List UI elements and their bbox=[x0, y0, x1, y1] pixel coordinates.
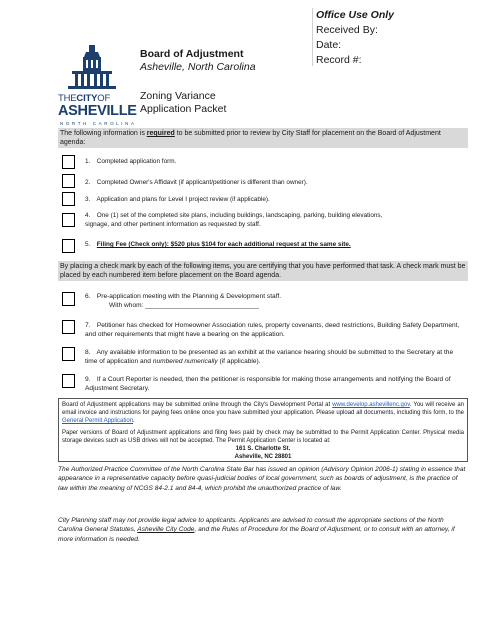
item-number: 1. bbox=[85, 158, 91, 165]
checkbox[interactable] bbox=[62, 213, 75, 227]
item-text-emphasis: numbered numerically bbox=[152, 358, 218, 365]
checkbox[interactable] bbox=[62, 192, 75, 206]
org-location: Asheville, North Carolina bbox=[140, 61, 256, 73]
document-title-line2: Application Packet bbox=[140, 103, 227, 115]
legal-advice-notice: City Planning staff may not provide legal advice to applicants. Applicants are advised to consult the appropriate sections of the North Carolina General Statutes, Asheville City Code, and the Rules of Procedure for the Board of Adjustment, or to consult with an attorney, if more information is needed. bbox=[58, 517, 455, 543]
item-text: If a Court Reporter is needed, then the petitioner is responsible for making those arrangements and notifying the Board of Adjustment Secretary. bbox=[85, 376, 451, 392]
office-use-title: Office Use Only bbox=[316, 9, 395, 21]
item-number: 6. bbox=[85, 293, 91, 300]
document-title bbox=[140, 90, 226, 116]
logo-asheville-text: ASHEVILLE bbox=[58, 103, 137, 119]
office-use-block bbox=[316, 8, 466, 68]
paper-submission-text: Paper versions of Board of Adjustment applications and filing fees paid by check may be submitted to the Permit Application Center. Physical media storage devices such as USB drives will not be accepted. The Permit Application Center is located at: bbox=[62, 430, 464, 444]
item-number: 2. bbox=[85, 179, 91, 186]
item-text: Pre-application meeting with the Planning & Development staff. bbox=[96, 293, 282, 300]
logo-city-text: THECITYOF bbox=[58, 93, 111, 104]
item-number: 9. bbox=[85, 376, 91, 383]
banner-text-post: to be submitted prior to review by City Staff for placement on the Board of Adjustment agenda: bbox=[60, 130, 441, 146]
checkbox[interactable] bbox=[62, 239, 75, 253]
address-line2: Asheville, NC 28801 bbox=[234, 454, 292, 460]
item-number: 7. bbox=[85, 322, 91, 329]
online-submission-text: Board of Adjustment applications may be submitted online through the City's Development Portal at www.develop.ashevillenc.gov. You will receive an email invoice and instructions for paying fees online once you have submitted your application. Please upload all documents, including this form, to the General Permit Application. bbox=[62, 402, 464, 424]
checkbox[interactable] bbox=[62, 174, 75, 188]
item-text: Completed application form. bbox=[96, 158, 177, 165]
item-text: Completed Owner's Affidavit (if applicant/petitioner is different than owner). bbox=[96, 179, 308, 186]
document-title-line1: Zoning Variance bbox=[140, 90, 216, 102]
checkbox[interactable] bbox=[62, 292, 75, 306]
city-code-link[interactable]: Asheville City Code bbox=[137, 526, 195, 534]
required-info-banner bbox=[58, 128, 468, 148]
item-number: 3. bbox=[85, 196, 91, 203]
checkbox[interactable] bbox=[62, 347, 75, 361]
item-text: Application and plans for Level I project review (if applicable). bbox=[96, 196, 270, 203]
item-text-end: (if applicable). bbox=[217, 358, 261, 365]
date-label: Date: bbox=[316, 39, 342, 51]
checkbox[interactable] bbox=[62, 155, 75, 169]
certification-banner-text: By placing a check mark by each of the following items, you are certifying that you have performed that task. A check mark must be placed by each numbered item before placement on the Board agenda. bbox=[60, 263, 466, 279]
item-number: 5. bbox=[85, 241, 91, 248]
with-whom-line: With whom: _______________________________ bbox=[109, 302, 259, 309]
logo-nc-text: NORTH CAROLINA bbox=[60, 121, 137, 126]
item-text: One (1) set of the completed site plans, including buildings, landscaping, parking, building elevations, signage, and other pertinent information as requested by staff. bbox=[85, 212, 383, 228]
org-name: Board of Adjustment bbox=[140, 48, 244, 60]
general-permit-link[interactable]: General Permit Application bbox=[62, 418, 134, 424]
address-line1: 161 S. Charlotte St. bbox=[235, 446, 291, 452]
submission-info-box bbox=[58, 398, 468, 462]
office-use-divider bbox=[312, 8, 470, 66]
received-by-label: Received By: bbox=[316, 24, 378, 36]
checkbox[interactable] bbox=[62, 374, 75, 388]
item-text: Any available information to be presented as an exhibit at the variance hearing should be submitted to the Secretary at the time of application and bbox=[85, 349, 454, 365]
certification-banner bbox=[58, 261, 468, 281]
state-bar-notice: The Authorized Practice Committee of the North Carolina State Bar has issued an opinion (Advisory Opinion 2006-1) stating in essence that appearance in a representative capacity before quasi-judicial bodies of local government, such as boards of adjustment, is the practice of law within the meaning of NCGS 84-2.1 and 84-4, which prohibit the unauthorized practice of law. bbox=[58, 466, 466, 492]
filing-fee-text: Filing Fee (Check only): $520 plus $104 for each additional request at the same site. bbox=[96, 241, 351, 248]
record-number-label: Record #: bbox=[316, 54, 362, 66]
development-portal-link[interactable]: www.develop.ashevillenc.gov bbox=[332, 402, 410, 408]
banner-text-pre: The following information is bbox=[60, 130, 147, 137]
city-logo bbox=[58, 45, 137, 131]
banner-required-word: required bbox=[146, 130, 175, 137]
checkbox[interactable] bbox=[62, 320, 75, 334]
item-number: 4. bbox=[85, 212, 91, 219]
item-text: Petitioner has checked for Homeowner Association rules, property covenants, deed restrictions, Building Safety Department, and other requirements that might have a bearing on the application. bbox=[85, 322, 460, 338]
page-title bbox=[140, 48, 256, 74]
item-number: 8. bbox=[85, 349, 91, 356]
building-icon bbox=[62, 45, 122, 93]
